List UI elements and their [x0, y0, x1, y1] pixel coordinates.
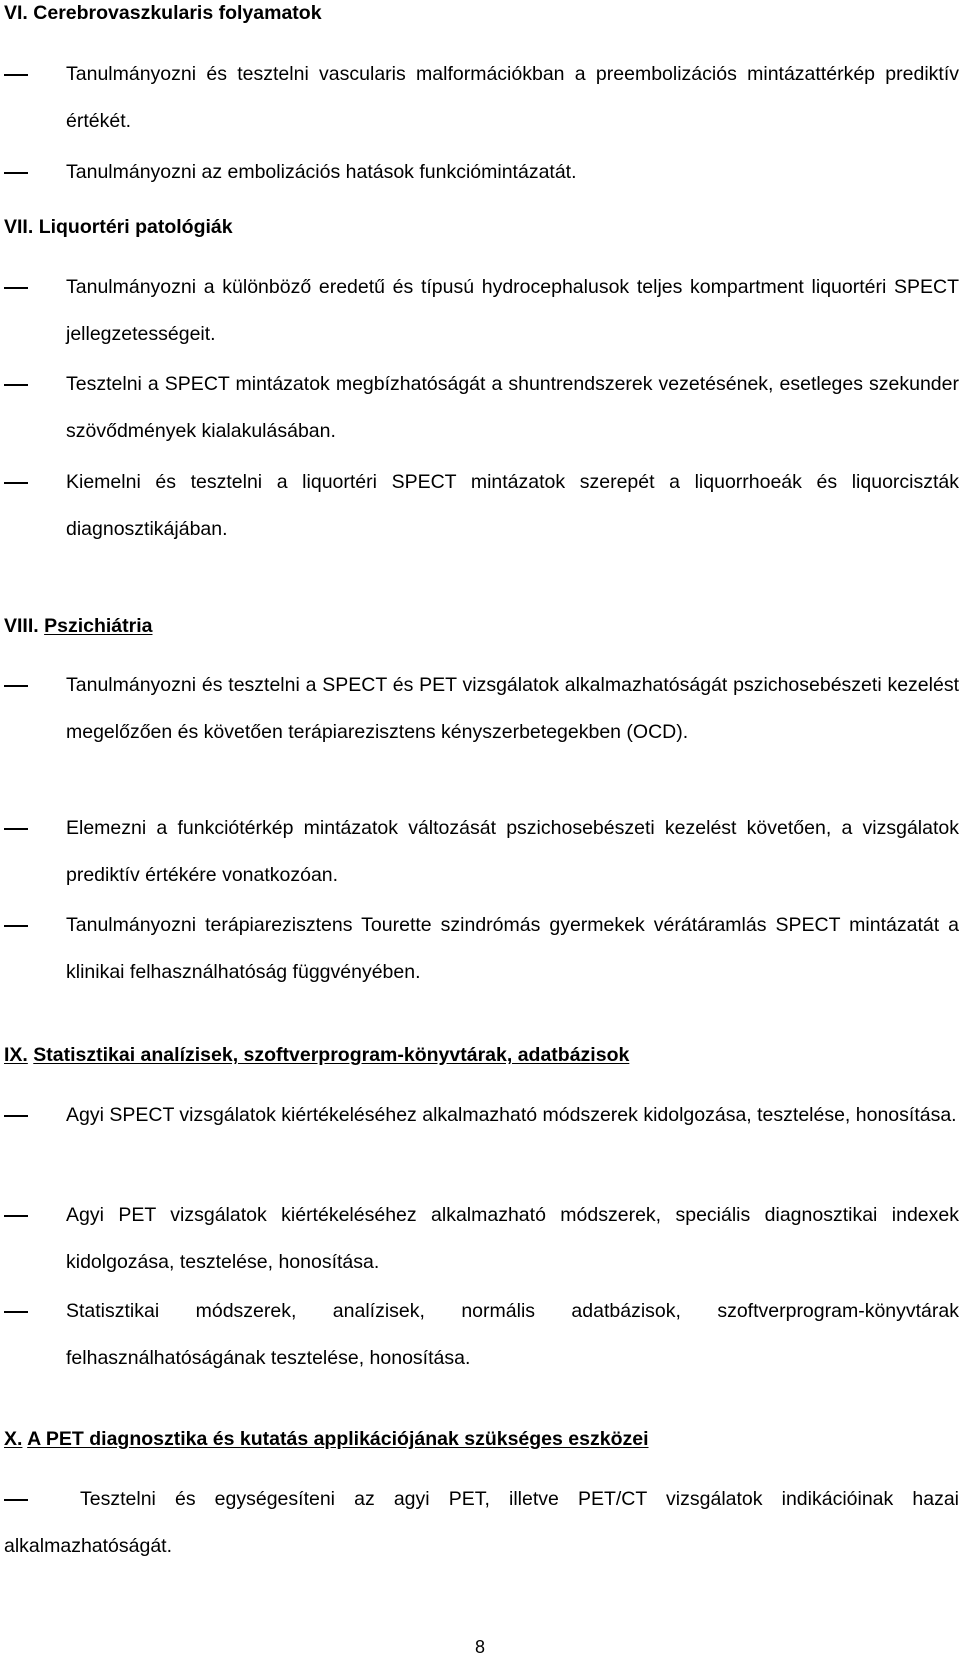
- list-item: [4, 1476, 959, 1570]
- list-item: [4, 1092, 959, 1139]
- section-number: IX.: [4, 1044, 28, 1066]
- dash-bullet-icon: [4, 1092, 28, 1139]
- dash-bullet-icon: [4, 51, 28, 98]
- section-title: Statisztikai analízisek, szoftverprogram-könyvtárak, adatbázisok: [33, 1044, 630, 1066]
- list-item-text: Tanulmányozni terápiarezisztens Tourette szindrómás gyermekek vérátáramlás SPECT mintázatát a klinikai felhasználhatóság függvényében.: [66, 914, 959, 983]
- section-heading-x: [4, 1426, 649, 1452]
- list-item: [4, 662, 959, 756]
- list-item-text: Agyi SPECT vizsgálatok kiértékeléséhez alkalmazható módszerek kidolgozása, tesztelése, honosítása.: [66, 1104, 957, 1126]
- section-number: VIII.: [4, 615, 39, 637]
- section-title: Liquortéri patológiák: [38, 216, 233, 238]
- dash-bullet-icon: [4, 1476, 28, 1523]
- list-item-text: Tanulmányozni a különböző eredetű és típusú hydrocephalusok teljes kompartment liquortéri SPECT jellegzetességeit.: [66, 276, 959, 345]
- page-number: 8: [474, 1637, 485, 1657]
- list-item-text: Tanulmányozni és tesztelni a SPECT és PET vizsgálatok alkalmazhatóságát pszichosebészeti kezelést megelőzően és követően terápiarezisztens kényszerbetegekben (OCD).: [66, 674, 959, 743]
- list-item-text: Tesztelni és egységesíteni az agyi PET, illetve PET/CT vizsgálatok indikációinak hazai alkalmazhatóságát.: [4, 1488, 959, 1557]
- dash-bullet-icon: [4, 459, 28, 506]
- section-title: Pszichiátria: [44, 615, 153, 637]
- list-item-text: Tesztelni a SPECT mintázatok megbízhatóságát a shuntrendszerek vezetésének, esetleges szekunder szövődmények kialakulásában.: [66, 373, 959, 442]
- section-number: VI.: [4, 2, 28, 24]
- dash-bullet-icon: [4, 805, 28, 852]
- section-heading-vi: [4, 0, 322, 26]
- list-item: [4, 902, 959, 996]
- dash-bullet-icon: [4, 149, 28, 196]
- list-item: [4, 149, 959, 196]
- section-title: Cerebrovaszkularis folyamatok: [33, 2, 322, 24]
- list-item: [4, 361, 959, 455]
- list-item: [4, 459, 959, 553]
- section-number: VII.: [4, 216, 34, 238]
- dash-bullet-icon: [4, 1192, 28, 1239]
- list-item: [4, 1288, 959, 1382]
- list-item: [4, 805, 959, 899]
- section-heading-ix: [4, 1042, 629, 1068]
- list-item-text: Kiemelni és tesztelni a liquortéri SPECT mintázatok szerepét a liquorrhoeák és liquorciszták diagnosztikájában.: [66, 471, 959, 540]
- list-item: [4, 264, 959, 358]
- list-item: [4, 51, 959, 145]
- dash-bullet-icon: [4, 264, 28, 311]
- list-item-text: Agyi PET vizsgálatok kiértékeléséhez alkalmazható módszerek, speciális diagnosztikai indexek kidolgozása, tesztelése, honosítása.: [66, 1204, 959, 1273]
- dash-bullet-icon: [4, 1288, 28, 1335]
- list-item-text: Elemezni a funkciótérkép mintázatok változását pszichosebészeti kezelést követően, a vizsgálatok prediktív értékére vonatkozóan.: [66, 817, 959, 886]
- section-title: A PET diagnosztika és kutatás applikációjának szükséges eszközei: [27, 1428, 649, 1450]
- list-item-text: Tanulmányozni az embolizációs hatások funkciómintázatát.: [66, 161, 577, 183]
- dash-bullet-icon: [4, 361, 28, 408]
- list-item-text: Statisztikai módszerek, analízisek, normális adatbázisok, szoftverprogram-könyvtárak felhasználhatóságának tesztelése, honosítása.: [66, 1300, 959, 1369]
- section-number: X.: [4, 1428, 23, 1450]
- dash-bullet-icon: [4, 662, 28, 709]
- dash-bullet-icon: [4, 902, 28, 949]
- section-heading-viii: [4, 613, 153, 639]
- section-heading-vii: [4, 214, 233, 240]
- list-item-text: Tanulmányozni és tesztelni vascularis malformációkban a preembolizációs mintázattérkép prediktív értékét.: [66, 63, 959, 132]
- list-item: [4, 1192, 959, 1286]
